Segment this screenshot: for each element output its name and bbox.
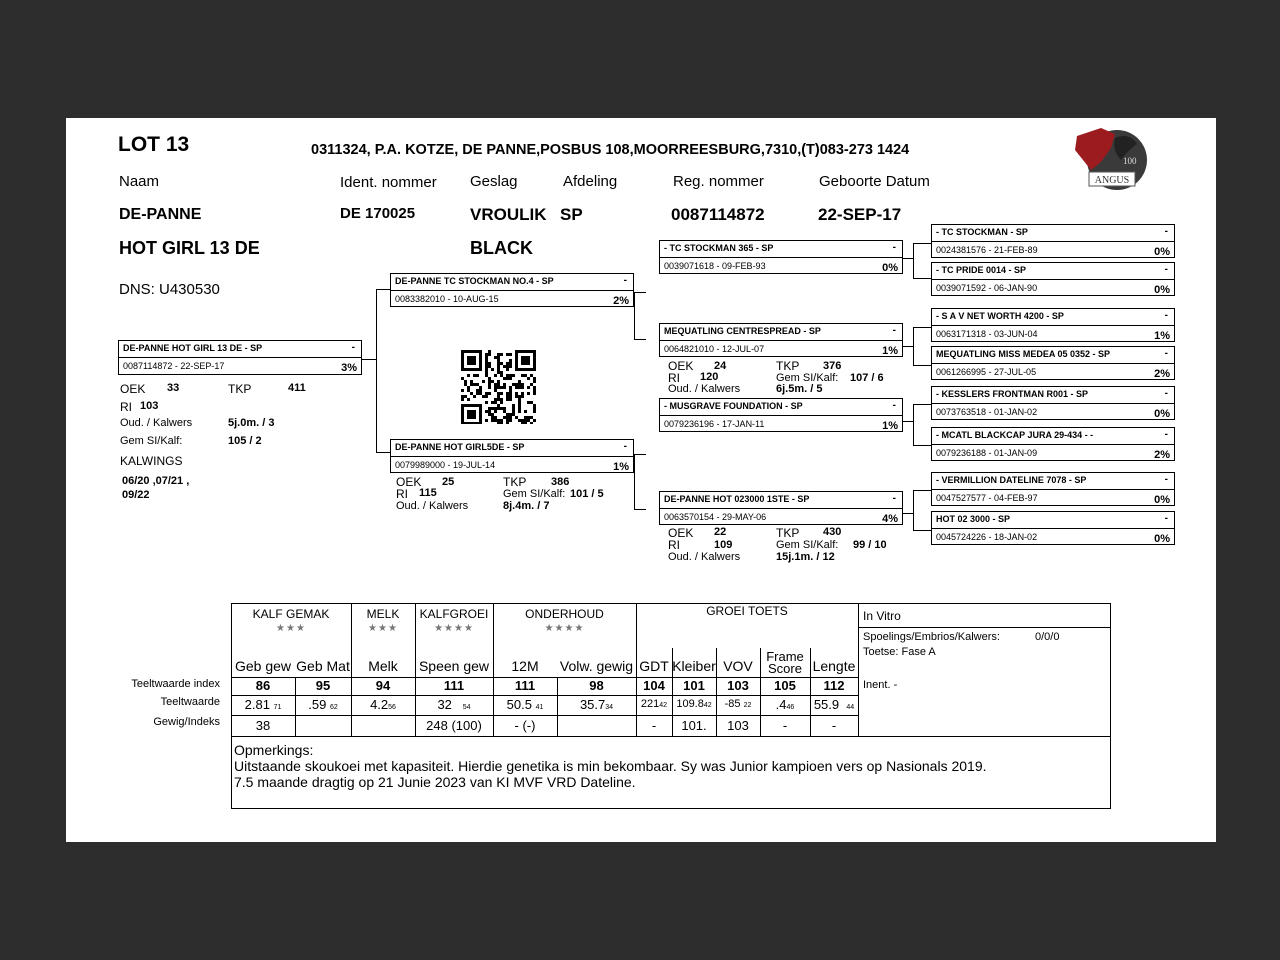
col-header: GDT xyxy=(639,658,669,674)
index-cell: 111 xyxy=(443,678,465,693)
subject-oek: 33 xyxy=(167,382,180,394)
ebv-value: .4 xyxy=(775,697,787,712)
g2b-oud: 15j.1m. / 12 xyxy=(776,551,835,563)
pedigree-dash: - xyxy=(1164,513,1168,524)
col-header: Geb gew xyxy=(234,658,292,674)
animal-colour: BLACK xyxy=(470,238,533,258)
group-kalf-gemak-stars: ★★★ xyxy=(276,623,306,634)
toetse-label: Toetse: Fase A xyxy=(863,646,936,658)
pedigree-id: 0064821010 - 12-JUL-07 xyxy=(664,344,765,354)
index-cell: 103 xyxy=(727,678,749,693)
index-cell: 111 xyxy=(514,678,536,693)
pedigree-pct: 2% xyxy=(613,295,629,307)
pedigree-dash: - xyxy=(1164,310,1168,321)
ebv-acc: 62 xyxy=(329,704,338,711)
group-melk-stars: ★★★ xyxy=(368,623,398,634)
dam-oek-label: OEK xyxy=(396,475,422,489)
lot-number: LOT 13 xyxy=(118,133,190,156)
header-naam: Naam xyxy=(119,173,160,190)
pedigree-id: 0079989000 - 19-JUL-14 xyxy=(395,460,496,470)
weight-cell: - xyxy=(782,718,788,733)
animal-geslag: VROULIK xyxy=(470,205,547,224)
dam-gem: 101 / 5 xyxy=(570,488,604,500)
dam-oek: 25 xyxy=(442,476,455,488)
dam-tkp: 386 xyxy=(551,476,570,488)
header-afdeling: Afdeling xyxy=(563,173,618,190)
g2a-ri: 120 xyxy=(700,371,719,383)
pedigree-dash: - xyxy=(892,242,896,253)
index-cell: 95 xyxy=(315,678,331,693)
g2a-ri-label: RI xyxy=(668,371,680,385)
g2b-tkp-label: TKP xyxy=(776,526,800,540)
header-reg: Reg. nommer xyxy=(673,173,764,190)
pedigree-pct: 0% xyxy=(1154,494,1170,506)
pedigree-dash: - xyxy=(623,441,627,452)
index-cell: 94 xyxy=(375,678,391,693)
header-geboorte: Geboorte Datum xyxy=(819,173,930,190)
weight-cell: - xyxy=(831,718,837,733)
pedigree-pct: 0% xyxy=(1154,408,1170,420)
pedigree-dash: - xyxy=(351,342,355,353)
pedigree-name: HOT 02 3000 - SP xyxy=(936,514,1011,524)
col-header: Speen gew xyxy=(418,658,490,674)
remarks-line-2: 7.5 maande dragtig op 21 Junie 2023 van KI MVF VRD Dateline. xyxy=(234,774,636,790)
pedigree-name: - MCATL BLACKCAP JURA 29-434 - - xyxy=(936,430,1094,440)
pedigree-pct: 1% xyxy=(882,420,898,432)
weight-cell: 248 (100) xyxy=(426,718,482,733)
animal-afdeling: SP xyxy=(560,205,583,224)
group-onderhoud: ONDERHOUD xyxy=(525,607,604,621)
row-label: Teeltwaarde xyxy=(160,696,220,708)
col-header: Volw. gewig xyxy=(559,658,634,674)
ebv-value: 2.81 xyxy=(244,697,270,712)
index-cell: 112 xyxy=(823,678,845,693)
g2b-oek-label: OEK xyxy=(668,526,694,540)
animal-prefix: DE-PANNE xyxy=(119,206,202,223)
dam-oud: 8j.4m. / 7 xyxy=(503,500,550,512)
ebv-value: 32 xyxy=(437,697,452,712)
g2a-gem: 107 / 6 xyxy=(850,372,884,384)
pedigree-name: - TC STOCKMAN 365 - SP xyxy=(664,243,774,253)
ebv-value: 50.5 xyxy=(506,697,532,712)
animal-name: HOT GIRL 13 DE xyxy=(119,238,260,258)
dam-ri: 115 xyxy=(419,487,437,499)
subject-oud-label: Oud. / Kalwers xyxy=(120,417,193,429)
pedigree-id: 0083382010 - 10-AUG-15 xyxy=(395,294,499,304)
ebv-cell xyxy=(810,697,858,712)
pedigree-pct: 2% xyxy=(1154,368,1170,380)
g2a-oud: 6j.5m. / 5 xyxy=(776,383,823,395)
weight-cell: - (-) xyxy=(514,718,536,733)
g2b-ri-label: RI xyxy=(668,538,680,552)
pedigree-dash: - xyxy=(1164,226,1168,237)
pedigree-id: 0039071618 - 09-FEB-93 xyxy=(664,261,766,271)
animal-dns: DNS: U430530 xyxy=(119,281,220,298)
ebv-value: 35.7 xyxy=(579,697,606,712)
row-label: Gewig/Indeks xyxy=(153,716,220,728)
g2a-oek-label: OEK xyxy=(668,359,694,373)
g2a-tkp: 376 xyxy=(823,360,842,372)
g2a-gem-label: Gem SI/Kalf: xyxy=(776,372,839,384)
pedigree-dash: - xyxy=(623,275,627,286)
pedigree-pct: 1% xyxy=(882,345,898,357)
owner-line: 0311324, P.A. KOTZE, DE PANNE,POSBUS 108,MOORREESBURG,7310,(T)083-273 1424 xyxy=(311,142,910,158)
col-header: Frame Score xyxy=(766,649,804,676)
ebv-value: 55.9 xyxy=(813,697,840,712)
inent-label: Inent. - xyxy=(863,679,898,691)
index-cell: 98 xyxy=(589,678,604,693)
pedigree-id: 0087114872 - 22-SEP-17 xyxy=(123,361,225,371)
g2b-gem: 99 / 10 xyxy=(853,539,887,551)
col-header: Geb Mat xyxy=(296,658,350,674)
pedigree-id: 0073763518 - 01-JAN-02 xyxy=(936,407,1038,417)
animal-geboorte: 22-SEP-17 xyxy=(818,205,902,224)
ebv-value: 221 xyxy=(640,698,660,710)
group-melk: MELK xyxy=(366,607,400,621)
subject-gem-label: Gem SI/Kalf: xyxy=(120,435,183,447)
pedigree-id: 0045724226 - 18-JAN-02 xyxy=(936,532,1038,542)
pedigree-name: MEQUATLING MISS MEDEA 05 0352 - SP xyxy=(936,349,1111,359)
pedigree-id: 0024381576 - 21-FEB-89 xyxy=(936,245,1038,255)
svg-text:100: 100 xyxy=(1123,156,1137,166)
ebv-acc: 22 xyxy=(743,702,752,709)
g2a-oek: 24 xyxy=(714,360,727,372)
weight-cell: 103 xyxy=(727,718,749,733)
ebv-cell xyxy=(231,697,295,712)
pedigree-pct: 1% xyxy=(1154,330,1170,342)
ebv-cell xyxy=(351,697,415,712)
pedigree-dash: - xyxy=(1164,474,1168,485)
ebv-value: 109.8 xyxy=(676,698,704,710)
group-kalfgroei: KALFGROEI xyxy=(419,607,489,621)
pedigree-pct: 0% xyxy=(882,262,898,274)
weight-cell: 101. xyxy=(681,718,707,733)
col-header: 12M xyxy=(511,658,539,674)
pedigree-id: 0079236196 - 17-JAN-11 xyxy=(664,419,765,429)
subject-ri-label: RI xyxy=(120,400,132,414)
index-cell: 105 xyxy=(774,678,796,693)
group-kalfgroei-stars: ★★★★ xyxy=(434,623,474,634)
pedigree-name: DE-PANNE HOT GIRL 13 DE - SP xyxy=(123,343,263,353)
index-cell: 86 xyxy=(255,678,271,693)
animal-ident: DE 170025 xyxy=(340,205,416,222)
pedigree-name: DE-PANNE HOT 023000 1STE - SP xyxy=(664,494,810,504)
pedigree-dash: - xyxy=(1164,429,1168,440)
dam-ri-label: RI xyxy=(396,487,408,501)
ebv-table xyxy=(66,118,1216,842)
g2a-oud-label: Oud. / Kalwers xyxy=(668,383,741,395)
pedigree-name: - MUSGRAVE FOUNDATION - SP xyxy=(664,401,803,411)
ebv-acc: 56 xyxy=(388,704,396,711)
pedigree-name: - VERMILLION DATELINE 7078 - SP xyxy=(936,475,1087,485)
ebv-acc: 34 xyxy=(605,704,614,711)
ebv-cell xyxy=(295,697,351,712)
subject-kalwings-dates: 06/20 ,07/21 , 09/22 xyxy=(122,475,190,501)
pedigree-name: - KESSLERS FRONTMAN R001 - SP xyxy=(936,389,1089,399)
pedigree-pct: 0% xyxy=(1154,246,1170,258)
pedigree-name: DE-PANNE TC STOCKMAN NO.4 - SP xyxy=(395,276,554,286)
index-cell: 101 xyxy=(683,678,705,693)
remarks-label: Opmerkings: xyxy=(234,742,314,758)
group-groei-toets: GROEI TOETS xyxy=(706,604,788,618)
pedigree-id: 0047527577 - 04-FEB-97 xyxy=(936,493,1038,503)
subject-gem: 105 / 2 xyxy=(228,435,262,447)
pedigree-pct: 3% xyxy=(341,362,357,374)
weight-cell: - xyxy=(651,718,657,733)
ebv-cell xyxy=(493,697,557,712)
col-header: Lengte xyxy=(812,658,856,674)
dam-oud-label: Oud. / Kalwers xyxy=(396,500,469,512)
in-vitro-label: In Vitro xyxy=(863,609,901,623)
col-header: Kleiber xyxy=(672,658,716,674)
ebv-acc: 42 xyxy=(659,702,668,709)
pedigree-id: 0079236188 - 01-JAN-09 xyxy=(936,448,1038,458)
pedigree-name: - TC PRIDE 0014 - SP xyxy=(936,265,1027,275)
spoelings-label: Spoelings/Embrios/Kalwers: xyxy=(863,631,1000,643)
subject-ri: 103 xyxy=(140,400,159,412)
row-label: Teeltwaarde index xyxy=(131,678,220,690)
ebv-cell xyxy=(672,698,716,710)
spoelings-value: 0/0/0 xyxy=(1035,631,1060,643)
dam-tkp-label: TKP xyxy=(503,475,527,489)
pedigree-name: DE-PANNE HOT GIRL5DE - SP xyxy=(395,442,525,452)
g2b-ri: 109 xyxy=(714,539,733,551)
ebv-acc: 54 xyxy=(462,704,471,711)
pedigree-pct: 0% xyxy=(1154,284,1170,296)
pedigree-id: 0063171318 - 03-JUN-04 xyxy=(936,329,1038,339)
pedigree-id: 0063570154 - 29-MAY-06 xyxy=(664,512,767,522)
g2b-gem-label: Gem SI/Kalf: xyxy=(776,539,839,551)
lot-sheet xyxy=(66,118,1216,842)
pedigree-pct: 1% xyxy=(613,461,629,473)
ebv-acc: 41 xyxy=(535,704,544,711)
pedigree-name: - TC STOCKMAN - SP xyxy=(936,227,1028,237)
group-kalf-gemak: KALF GEMAK xyxy=(252,607,330,621)
subject-oud: 5j.0m. / 3 xyxy=(228,417,275,429)
ebv-value: 4.2 xyxy=(370,697,389,712)
ebv-acc: 46 xyxy=(786,704,795,711)
g2b-oek: 22 xyxy=(714,526,727,538)
col-header: VOV xyxy=(723,658,753,674)
subject-oek-label: OEK xyxy=(120,382,146,396)
dam-gem-label: Gem SI/Kalf: xyxy=(503,488,566,500)
ebv-cell xyxy=(415,697,493,712)
ebv-cell xyxy=(760,697,810,712)
ebv-acc: 42 xyxy=(703,702,712,709)
pedigree-name: - S A V NET WORTH 4200 - SP xyxy=(936,311,1064,321)
pedigree-dash: - xyxy=(1164,348,1168,359)
ebv-cell xyxy=(557,697,636,712)
ebv-cell xyxy=(716,698,760,710)
group-onderhoud-stars: ★★★★ xyxy=(544,623,585,634)
subject-kalwings: KALWINGS xyxy=(120,454,183,468)
pedigree-pct: 0% xyxy=(1154,533,1170,545)
pedigree-name: MEQUATLING CENTRESPREAD - SP xyxy=(664,326,821,336)
subject-tkp: 411 xyxy=(288,382,306,394)
weight-cell: 38 xyxy=(255,718,271,733)
pedigree-pct: 2% xyxy=(1154,449,1170,461)
index-cell: 104 xyxy=(643,678,665,693)
ebv-cell xyxy=(636,698,672,710)
header-ident: Ident. nommer xyxy=(340,174,437,191)
pedigree-dash: - xyxy=(1164,264,1168,275)
ebv-acc: 44 xyxy=(846,704,855,711)
angus-logo-text: ANGUS xyxy=(1094,175,1130,186)
pedigree-dash: - xyxy=(1164,388,1168,399)
g2b-tkp: 430 xyxy=(823,526,842,538)
animal-reg: 0087114872 xyxy=(671,205,765,224)
ebv-value: .59 xyxy=(308,697,327,712)
header-geslag: Geslag xyxy=(470,173,518,190)
pedigree-dash: - xyxy=(892,493,896,504)
subject-tkp-label: TKP xyxy=(228,382,252,396)
pedigree-id: 0039071592 - 06-JAN-90 xyxy=(936,283,1038,293)
g2b-oud-label: Oud. / Kalwers xyxy=(668,551,741,563)
pedigree-id: 0061266995 - 27-JUL-05 xyxy=(936,367,1037,377)
col-header: Melk xyxy=(368,658,398,674)
remarks-line-1: Uitstaande skoukoei met kapasiteit. Hierdie genetika is min bekombaar. Sy was Junior kampioen vers op Nasionals 2019. xyxy=(234,758,987,774)
ebv-value: -85 xyxy=(724,698,741,710)
pedigree-pct: 4% xyxy=(882,513,898,525)
ebv-acc: 71 xyxy=(273,704,282,711)
g2a-tkp-label: TKP xyxy=(776,359,800,373)
pedigree-dash: - xyxy=(892,325,896,336)
pedigree-dash: - xyxy=(892,400,896,411)
